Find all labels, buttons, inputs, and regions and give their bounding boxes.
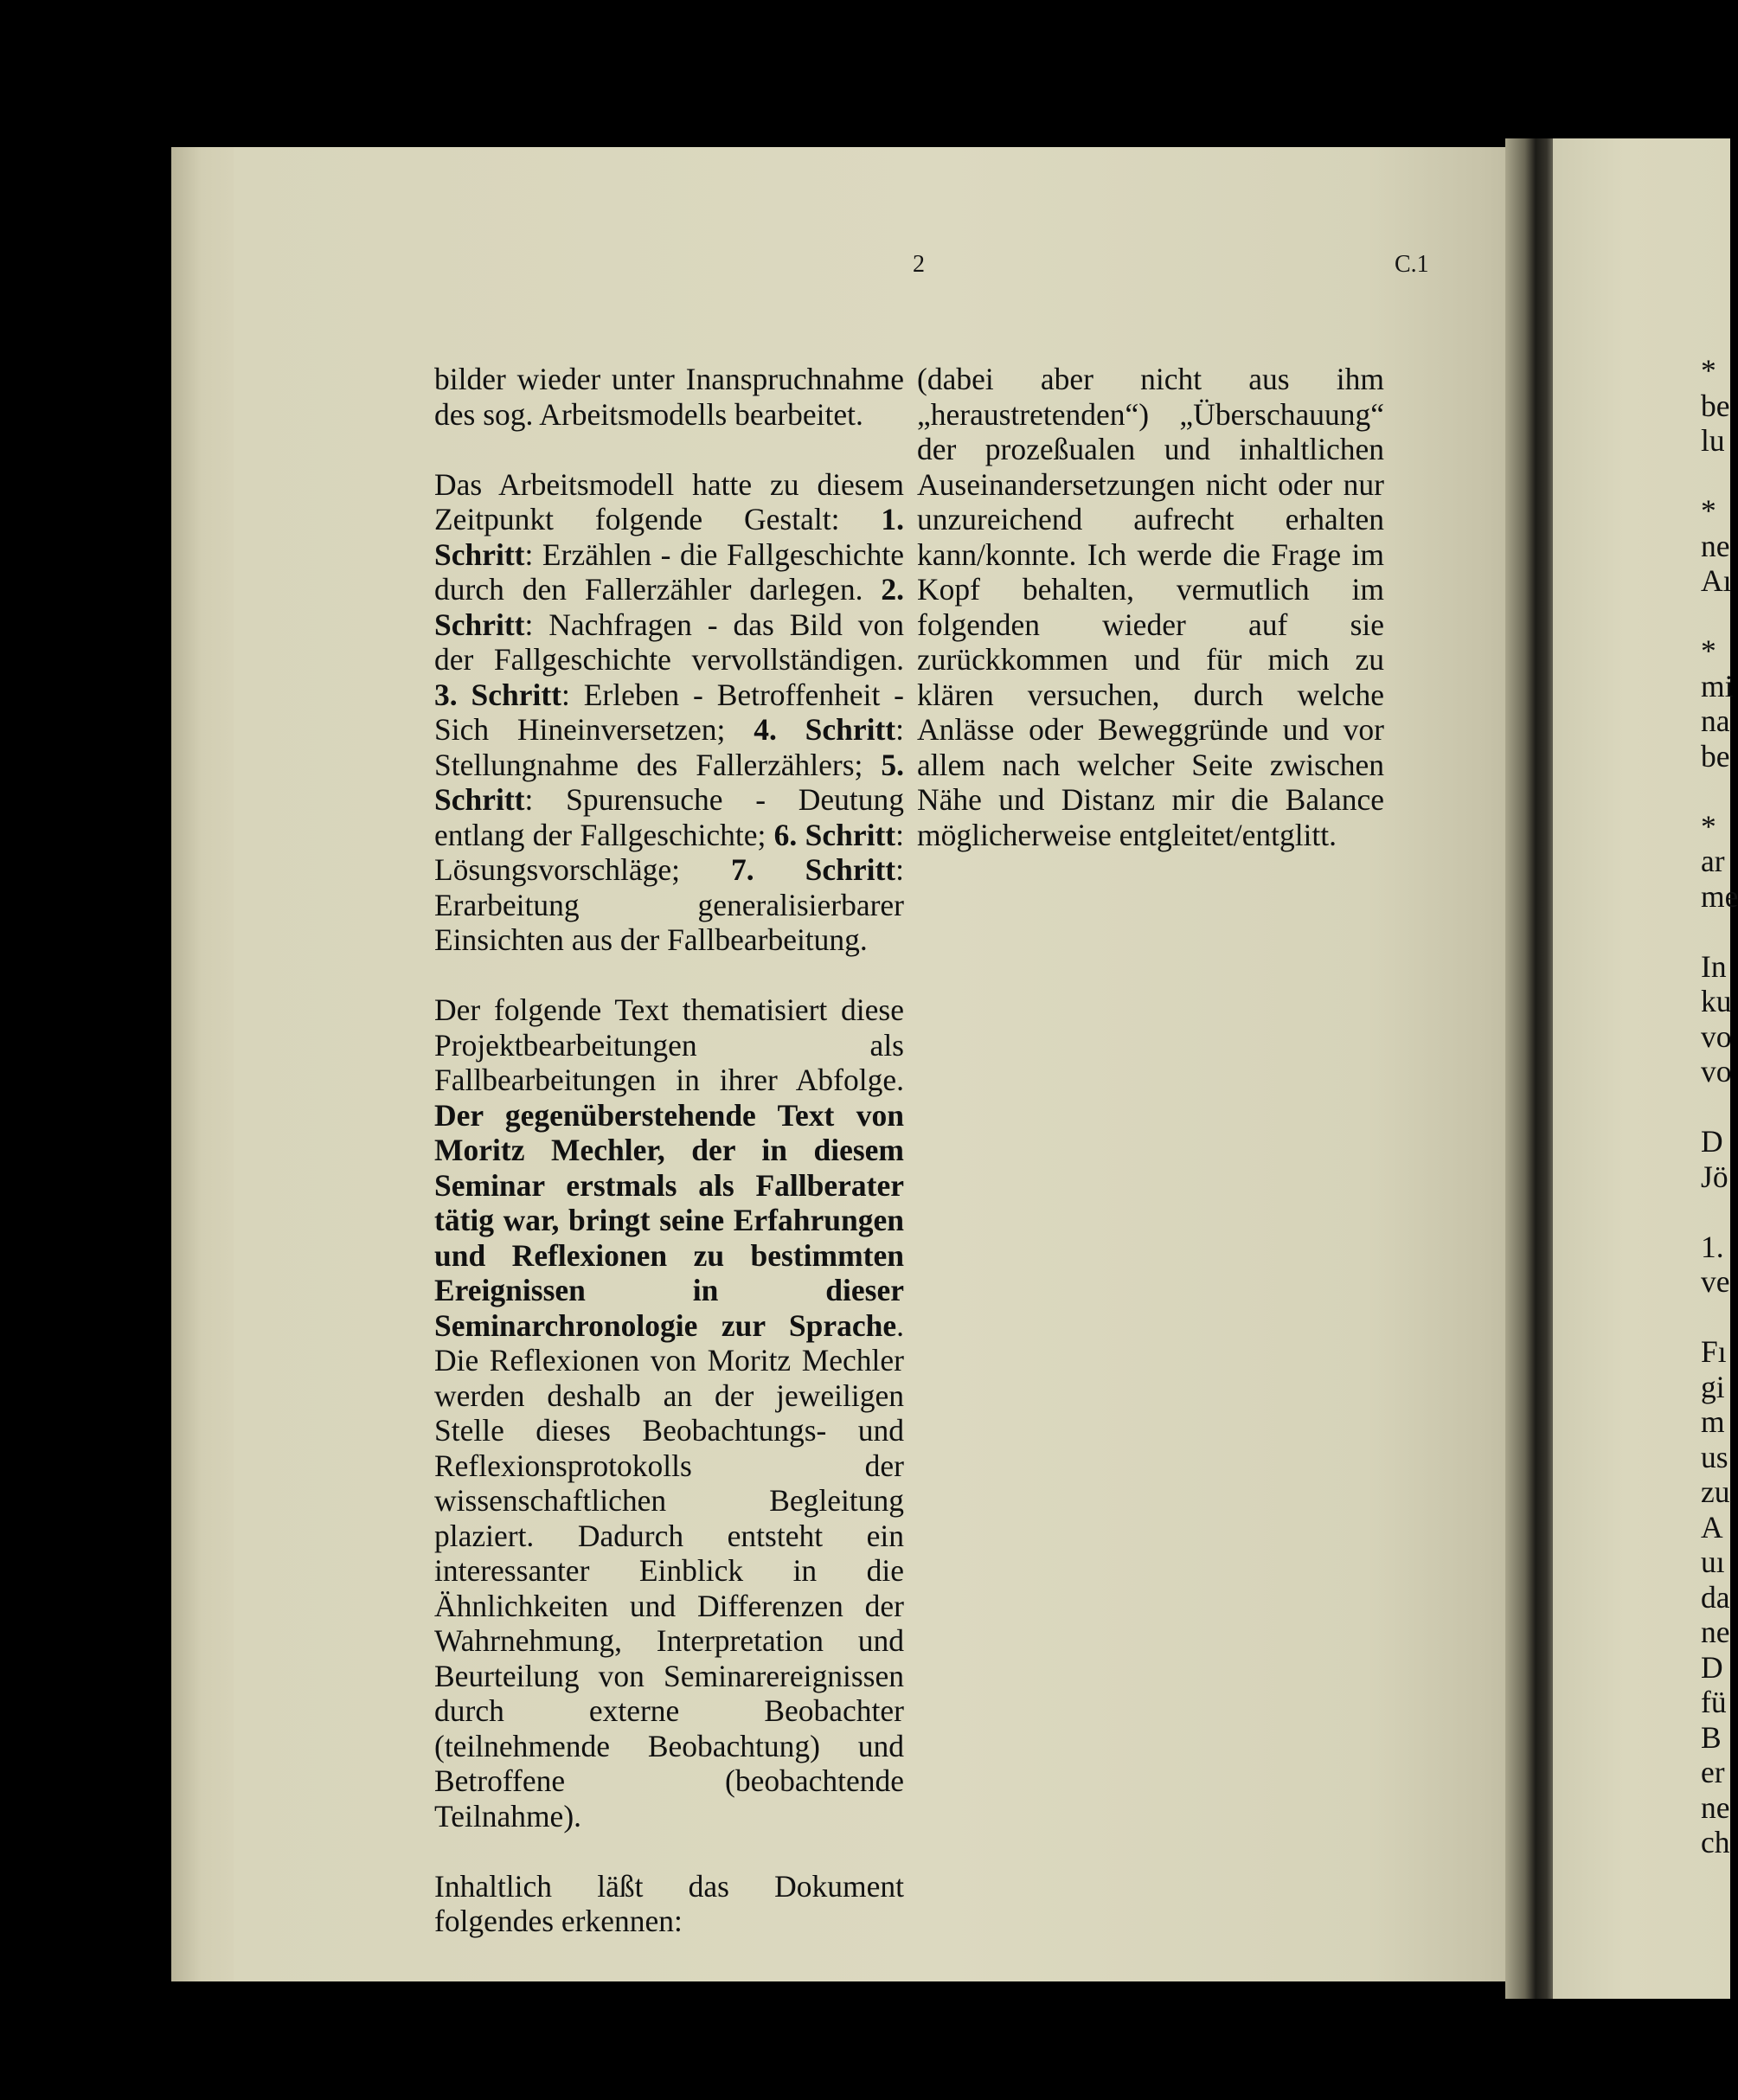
bold-emphasis: Der gegenüberstehende Text von Moritz Mechler, der in diesem Seminar erstmals als Fallberater tätig war, bringt seine Erfahrungen und Reflexionen zu bestimmten Ereignissen in dieser Seminarchronologie zur Sprache: [434, 1097, 904, 1343]
facing-page-fragment: be: [1701, 388, 1730, 423]
facing-page-fragment: ne: [1701, 528, 1730, 563]
facing-page-fragment: *: [1701, 808, 1716, 844]
facing-page-fragment: us: [1701, 1439, 1728, 1474]
facing-page-fragment: fü: [1701, 1685, 1727, 1719]
page-number: 2: [913, 251, 925, 278]
step-label: 5. Schritt: [434, 747, 904, 817]
facing-page-text-fragments: [1701, 353, 1738, 1860]
step-text: : Erleben - Betroffenheit - Sich Hineinversetzen;: [434, 677, 904, 747]
facing-page-fragment: uı: [1701, 1544, 1725, 1579]
paragraph-folgende-text: [434, 992, 904, 1833]
facing-page-fragment: [1701, 1089, 1730, 1125]
facing-page-fragment: lu: [1701, 423, 1725, 458]
paragraph: bilder wieder unter Inanspruchnahme des sog. Arbeitsmodells bearbeitet.: [434, 362, 904, 432]
facing-page-fragment: er: [1701, 1755, 1725, 1789]
facing-page-fragment: [1701, 774, 1730, 809]
paragraph: (dabei aber nicht aus ihm „heraustretenden“) „Überschauung“ der prozeßualen und inhaltlichen Auseinandersetzungen nicht oder nur unzureichend aufrecht erhalten kann/konnte. Ich werde die Frage im Kopf behalten, vermutlich im folgenden wieder auf sie zurückkommen und für mich zu klären versuchen, durch welche Anlässe oder Beweggründe und vor allem nach welcher Seite zwischen Nähe und Distanz mir die Balance möglicherweise entgleitet/entglitt.: [917, 362, 1384, 852]
facing-page-fragment: vo: [1701, 1018, 1732, 1054]
paragraph-gap: [434, 958, 904, 993]
step-label: 1. Schritt: [434, 502, 904, 572]
facing-page-fragment: *: [1701, 633, 1716, 668]
paragraph-gap: [434, 432, 904, 467]
step-text: : Nachfragen - das Bild von der Fallgeschichte vervollständigen.: [434, 607, 904, 677]
facing-page-fragment: Jö: [1701, 1159, 1728, 1194]
facing-page-fragment: m: [1701, 1404, 1725, 1439]
facing-page-fragment: na: [1701, 703, 1730, 738]
facing-page-fragment: B: [1701, 1719, 1722, 1755]
right-text-column: [917, 362, 1384, 852]
step-text: : Lösungsvorschläge;: [434, 817, 904, 887]
left-text-column: [434, 362, 904, 1939]
section-label: C.1: [1395, 251, 1429, 278]
paragraph-text: Das Arbeitsmodell hatte zu diesem Zeitpunkt folgende Gestalt:: [434, 466, 904, 536]
facing-page-fragment: be: [1701, 738, 1730, 774]
facing-page-fragment: zu: [1701, 1474, 1730, 1509]
step-text: : Stellungnahme des Fallerzählers;: [434, 712, 904, 782]
facing-page-fragment: gi: [1701, 1369, 1725, 1404]
facing-page-fragment: ar: [1701, 844, 1725, 878]
step-text: : Erarbeitung generalisierbarer Einsichten aus der Fallbearbeitung.: [434, 852, 904, 957]
facing-page-fragment: mi: [1701, 668, 1734, 703]
facing-page-fragment: ku: [1701, 984, 1732, 1018]
step-label: 6. Schritt: [773, 817, 896, 852]
facing-page-fragment: Aı: [1701, 563, 1732, 598]
facing-page-fragment: [1701, 1194, 1730, 1230]
facing-page-fragment: ch: [1701, 1825, 1730, 1859]
facing-page-fragment: 1.: [1701, 1229, 1724, 1264]
facing-page-fragment: [1701, 599, 1730, 634]
facing-page-fragment: D: [1701, 1124, 1723, 1159]
paragraph-gap: [434, 1833, 904, 1869]
facing-page-fragment: [1701, 459, 1730, 494]
facing-page-fragment: da: [1701, 1579, 1730, 1615]
paragraph-text: . Die Reflexionen von Moritz Mechler werden deshalb an der jeweiligen Stelle dieses Beobachtungs- und Reflexionsprotokolls der wissenschaftlichen Begleitung plaziert. Dadurch entsteht ein interessanter Einblick in die Ähnlichkeiten und Differenzen der Wahrnehmung, Interpretation und Beurteilung von Seminarereignissen durch externe Beobachter (teilnehmende Beobachtung) und Betroffene (beobachtende Teilnahme).: [434, 1307, 904, 1833]
facing-page-fragment: In: [1701, 948, 1727, 984]
facing-page-fragment: ne: [1701, 1789, 1730, 1825]
step-label: 2. Schritt: [434, 572, 904, 642]
facing-page-fragment: [1701, 1300, 1730, 1335]
facing-page-fragment: D: [1701, 1649, 1723, 1685]
paragraph-text: Der folgende Text thematisiert diese Projektbearbeitungen als Fallbearbeitungen in ihrer Abfolge.: [434, 992, 904, 1097]
facing-page-fragment: vo: [1701, 1054, 1732, 1089]
facing-page-fragment: A: [1701, 1509, 1723, 1544]
facing-page-fragment: [1701, 914, 1730, 949]
step-text: : Erzählen - die Fallgeschichte durch den Fallerzähler darlegen.: [434, 536, 904, 607]
facing-page-fragment: Fı: [1701, 1334, 1727, 1369]
step-label: 7. Schritt: [730, 852, 896, 887]
facing-page-fragment: *: [1701, 493, 1716, 528]
step-text: : Spurensuche - Deutung entlang der Fallgeschichte;: [434, 782, 904, 852]
facing-page-fragment: me: [1701, 878, 1738, 914]
step-label: 4. Schritt: [754, 712, 896, 747]
facing-page-fragment: *: [1701, 353, 1716, 388]
paragraph-arbeitsmodell: [434, 467, 904, 958]
paragraph: Inhaltlich läßt das Dokument folgendes erkennen:: [434, 1868, 904, 1938]
facing-page-fragment: ne: [1701, 1615, 1730, 1649]
facing-page-fragment: ve: [1701, 1264, 1730, 1299]
step-label: 3. Schritt: [434, 677, 562, 712]
